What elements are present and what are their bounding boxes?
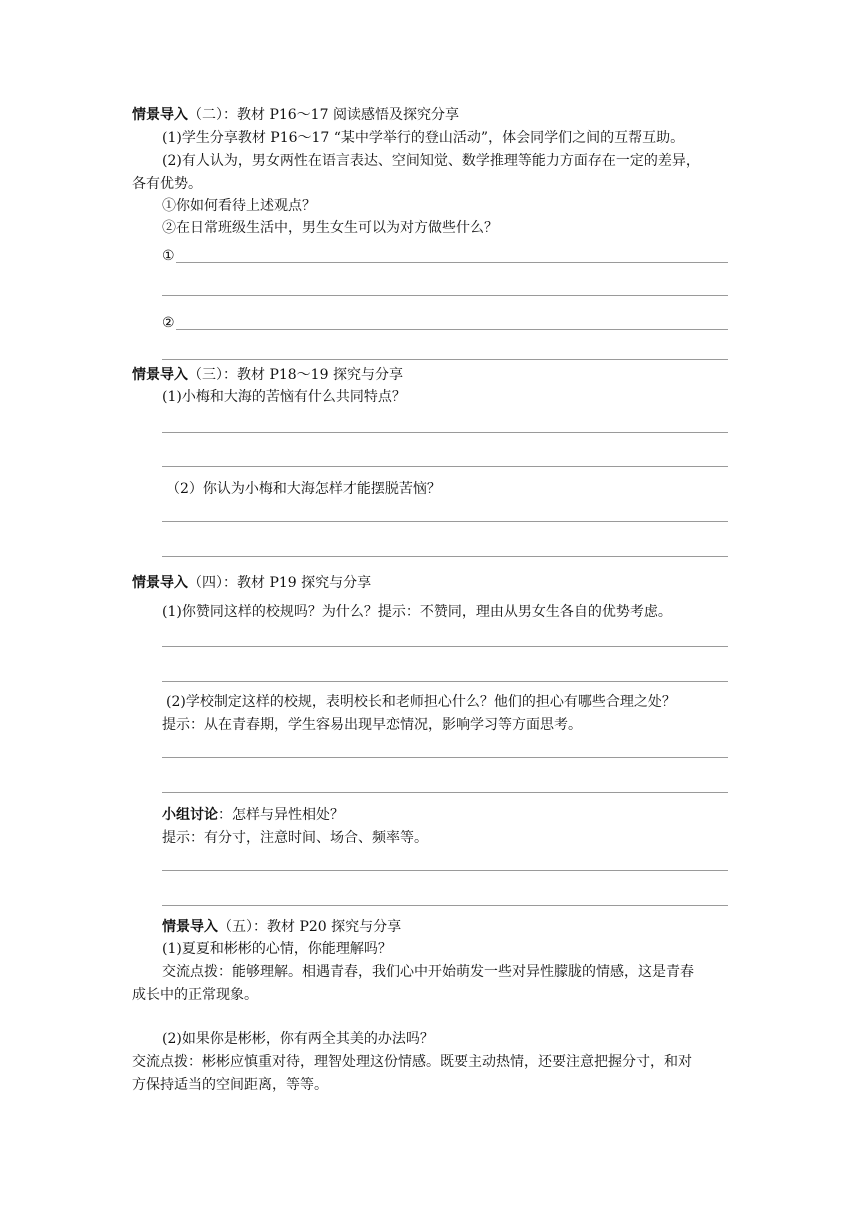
answer: 交流点拨：彬彬应慎重对待，理智处理这份情感。既要主动热情，还要注意把握分寸，和对 (132, 1054, 692, 1070)
paragraph: (1)学生分享教材 P16～17 “某中学举行的登山活动”，体会同学们之间的互帮互助。 (162, 130, 685, 146)
paragraph: 各有优势。 (132, 176, 202, 192)
paragraph: (2)有人认为，男女两性在语言表达、空间知觉、数学推理等能力方面存在一定的差异， (162, 153, 700, 169)
answer: 成长中的正常现象。 (132, 987, 258, 1003)
heading-rest: （五）：教材 P20 探究与分享 (218, 919, 402, 935)
answer-line[interactable] (176, 329, 728, 330)
question: ①你如何看待上述观点？ (162, 198, 316, 214)
question: ②在日常班级生活中，男生女生可以为对方做些什么？ (162, 220, 498, 236)
answer-line[interactable] (162, 359, 728, 360)
hint: 提示：从在青春期，学生容易出现早恋情况，影响学习等方面思考。 (162, 717, 582, 733)
answer-line[interactable] (162, 757, 728, 758)
question: (2)如果你是彬彬，你有两全其美的办法吗？ (162, 1031, 434, 1047)
answer-mark: ② (162, 315, 175, 331)
answer-line[interactable] (162, 681, 728, 682)
answer-line[interactable] (162, 295, 728, 296)
heading-bold: 情景导入 (132, 367, 188, 383)
heading-rest: （二）：教材 P16～17 阅读感悟及探究分享 (188, 107, 459, 123)
answer-line[interactable] (162, 905, 728, 906)
heading-bold: 情景导入 (132, 575, 188, 591)
answer-line[interactable] (162, 792, 728, 793)
answer-line[interactable] (162, 646, 728, 647)
question: (1)你赞同这样的校规吗？为什么？提示：不赞同，理由从男女生各自的优势考虑。 (162, 604, 672, 620)
section-2-heading (132, 106, 459, 124)
answer-line[interactable] (162, 466, 728, 467)
group-heading (162, 806, 344, 824)
section-5-heading (162, 918, 401, 936)
heading-rest: （四）：教材 P19 探究与分享 (188, 575, 372, 591)
heading-bold: 情景导入 (162, 919, 218, 935)
answer-line[interactable] (162, 432, 728, 433)
heading-rest: （三）：教材 P18～19 探究与分享 (188, 367, 403, 383)
hint: 提示：有分寸，注意时间、场合、频率等。 (162, 830, 428, 846)
answer-line[interactable] (176, 262, 728, 263)
answer: 交流点拨：能够理解。相遇青春，我们心中开始萌发一些对异性朦胧的情感，这是青春 (162, 964, 694, 980)
heading-bold: 小组讨论 (162, 807, 218, 823)
answer-line[interactable] (162, 521, 728, 522)
section-3-heading (132, 366, 403, 384)
heading-bold: 情景导入 (132, 107, 188, 123)
answer-mark: ① (162, 248, 175, 264)
heading-rest: ：怎样与异性相处？ (218, 807, 344, 823)
section-4-heading (132, 574, 371, 592)
question: (1)小梅和大海的苦恼有什么共同特点？ (162, 389, 406, 405)
question: (1)夏夏和彬彬的心情，你能理解吗？ (162, 941, 392, 957)
answer: 方保持适当的空间距离，等等。 (132, 1077, 328, 1093)
question: （2）你认为小梅和大海怎样才能摆脱苦恼？ (166, 481, 441, 497)
answer-line[interactable] (162, 870, 728, 871)
question: (2)学校制定这样的校规，表明校长和老师担心什么？他们的担心有哪些合理之处？ (166, 694, 676, 710)
answer-line[interactable] (162, 556, 728, 557)
